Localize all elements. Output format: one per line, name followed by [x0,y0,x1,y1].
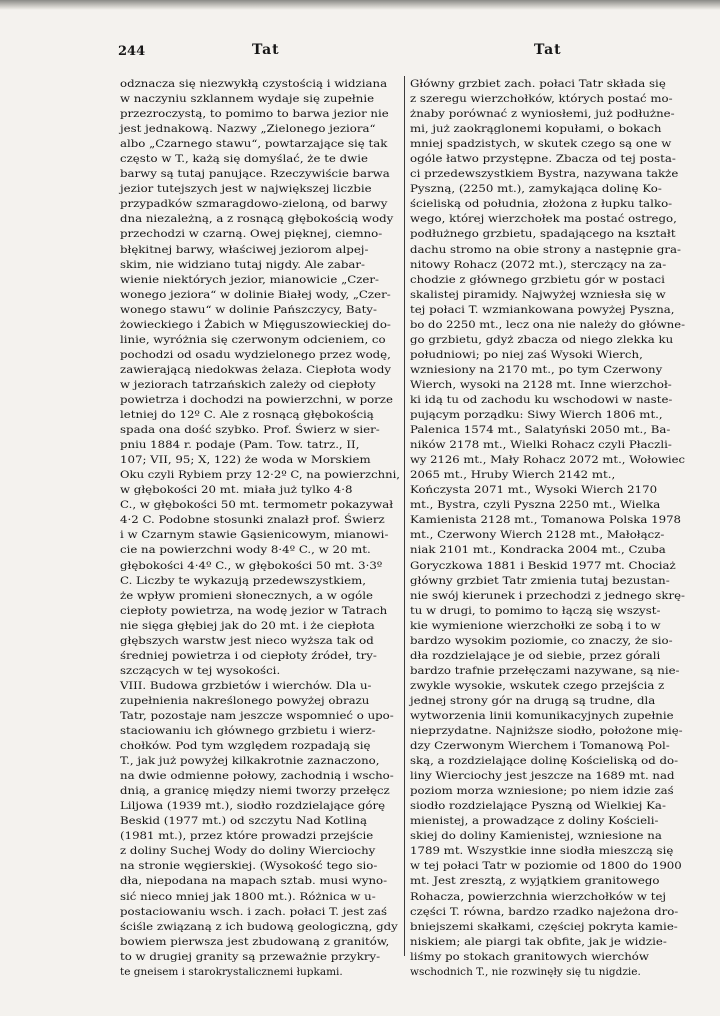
text-line [120,890,400,905]
text-line-content: wonego jeziora“ w dolinie Białej wody, „Czer- [120,288,391,301]
text-line [120,167,400,182]
text-line-content: zwykle wysokie, wskutek czego przejścia z [410,679,665,692]
text-line-content: na stronie węgierskiej. (Wysokość tego sio- [120,860,378,873]
text-line-content: bowiem pierwsza jest zbudowaną z granitów, [120,935,390,948]
text-line [120,348,400,363]
text-line [410,303,685,318]
text-line [410,634,685,649]
text-line-content: to w drugiej granity są przeważnie przykry- [120,950,381,963]
running-head-right: Tat [534,42,562,58]
text-line [410,724,685,739]
text-line [120,152,400,167]
text-line-content: bo do 2250 mt., lecz ona nie należy do główne- [410,318,685,331]
text-line-content: linie, wyróżnia się czerwonym odcieniem, co [120,333,386,346]
text-line [410,197,685,212]
text-line [120,378,400,393]
text-line [120,874,400,889]
text-line [410,589,685,604]
text-line-content: mniej spadzistych, w skutek czego są one w [410,138,672,151]
text-line-content: poziom morza wzniesione; po niem idzie zaś [410,785,674,798]
text-line [410,784,685,799]
text-line [410,408,685,423]
text-line [120,829,400,844]
text-line-content: nitowy Rohacz (2072 mt.), sterczący na za- [410,258,667,271]
text-line [120,574,400,589]
text-line [410,468,685,483]
text-line [410,77,685,92]
text-line-content: wienie niektórych jezior, mianowicie „Czer- [120,273,379,286]
text-line-content: T., jak już powyżej kilkakrotnie zaznaczono, [120,755,380,768]
text-line-content: zawierającą niedokwas żelaza. Ciepłota wody [120,363,392,376]
text-line-content: na dwie odmienne połowy, zachodnią i wscho- [120,770,394,783]
text-line [120,288,400,303]
text-line-content: dachu stromo na obie strony a następnie gra- [410,243,682,256]
text-line-content: głębszych warstw jest nieco wyższa tak od [120,634,374,647]
text-line [120,559,400,574]
text-line [410,92,685,107]
text-line [120,965,400,980]
text-line-content: 107; VII, 95; X, 122) że woda w Morskiem [120,454,371,467]
text-line-content: cie na powierzchni wody 8·4º C., w 20 mt. [120,544,371,557]
text-line-content: wzniesiony na 2170 mt., po tym Czerwony [410,363,663,376]
text-line [410,212,685,227]
text-line [120,950,400,965]
text-line-content: odznacza się niezwykłą czystością i widziana [120,78,388,90]
text-line-content: ciepłoty powietrza, na wodę jezior w Tatrach [120,604,388,617]
text-line-content: C., w głębokości 50 mt. termometr pokazywał [120,499,394,512]
text-line-content: jest jednakową. Nazwy „Zielonego jeziora“ [120,123,376,136]
text-line [120,423,400,438]
text-line [120,844,400,859]
text-line-content: Palenica 1574 mt., Salatyński 2050 mt., Ba- [410,424,671,437]
text-line [410,393,685,408]
text-line-content: wonego stawu“ w dolinie Pańszczycy, Baty- [120,303,377,316]
text-line [410,769,685,784]
text-line [410,859,685,874]
text-line [410,754,685,769]
text-line [120,318,400,333]
text-line [120,619,400,634]
running-head-left: Tat [252,42,280,58]
text-line-content: dła, niepodana na mapach sztab. musi wyno- [120,875,388,888]
text-line-content: bardzo trafnie przełęczami nazywane, są nie- [410,664,680,677]
text-line-content: Rohacza, powierzchnia wierzchołków w tej [410,890,667,903]
text-line-content: Liljowa (1939 mt.), siodło rozdzielające górę [120,800,386,813]
text-line [120,784,400,799]
text-line [120,920,400,935]
text-line [120,273,400,288]
text-line [410,935,685,950]
text-line-content: nieprzydatne. Najniższe siodło, położone mię- [410,725,683,738]
text-line [410,905,685,920]
text-line-content: wschodnich T., nie rozwinęły się tu nigdzie. [410,965,641,978]
text-line [410,559,685,574]
text-line-content: mt. Jest zresztą, z wyjątkiem granitowego [410,875,660,888]
text-line-content: przechodzi w czarną. Owej pięknej, ciemno- [120,228,383,241]
text-line-content: w naczyniu szklannem wydaje się zupełnie [120,93,375,106]
text-line [120,543,400,558]
text-line-content: albo „Czarnego stawu“, powtarzające się tak [120,138,388,151]
text-line-content: skiej do doliny Kamienistej, wzniesione na [410,830,662,843]
text-line-content: C. Liczby te wykazują przedewszystkiem, [120,574,366,587]
text-line [120,468,400,483]
text-line-content: części T. równa, bardzo rzadko najeżona dro- [410,905,679,918]
text-line [410,288,685,303]
text-line [410,348,685,363]
text-line [120,724,400,739]
text-line [120,604,400,619]
text-line-content: ki idą tu od zachodu ku wschodowi w naste- [410,393,673,406]
text-line-content: 1789 mt. Wszystkie inne siodła mieszczą się [410,845,674,858]
text-line-content: go grzbietu, gdyż zbacza od niego zlekka ku [410,333,674,346]
text-line [120,77,400,92]
text-line-content: często w T., każą się domyślać, że te dwie [120,153,368,166]
text-line [120,243,400,258]
text-line-content: w głębokości 20 mt. miała już tylko 4·8 [120,484,353,497]
text-line-content: niak 2101 mt., Kondracka 2004 mt., Czuba [410,544,666,557]
text-line-content: Kamienista 2128 mt., Tomanowa Polska 1978 [410,514,682,527]
text-line-content: główny grzbiet Tatr zmienia tutaj bezustan- [410,574,670,587]
text-line-content: jezior tutejszych jest w największej liczbie [120,183,372,196]
text-line-content: Beskid (1977 mt.) od szczytu Nad Kotliną [120,815,367,828]
text-line [410,619,685,634]
text-line-content: mienistej, a prowadzące z doliny Kościeli- [410,815,659,828]
text-line [120,799,400,814]
text-line [410,649,685,664]
text-line-content: mt., Bystra, czyli Pyszna 2250 mt., Wielka [410,499,661,512]
text-line [120,528,400,543]
text-line-content: skim, nie widziano tutaj nigdy. Ale zabar- [120,258,365,271]
text-line [410,318,685,333]
text-line [410,543,685,558]
text-line [410,423,685,438]
text-line [120,197,400,212]
text-line [410,243,685,258]
text-line [120,679,400,694]
text-line-content: tu w drugi, to pomimo to łączą się wszyst- [410,604,661,617]
text-line [120,935,400,950]
text-line [120,739,400,754]
text-line [410,874,685,889]
text-line [120,92,400,107]
text-line-content: dna niezależną, a z rosnącą głębokością wody [120,213,394,226]
text-line-content: Tatr, pozostaje nam jeszcze wspomnieć o upo- [120,709,394,722]
text-line-content: nie swój kierunek i przechodzi z jednego skrę- [410,589,685,602]
text-line-content: kie wymienione wierzchołki ze sobą i to w [410,619,661,632]
text-line-content: liśmy po stokach granitowych wierchów [410,950,649,963]
text-line [120,453,400,468]
text-line-content: ścieliską od południa, złożona z łupku talko- [410,198,673,211]
text-line-content: z doliny Suchej Wody do doliny Wierciochy [120,845,376,858]
text-line-content: szczących w tej wysokości. [120,664,281,677]
text-line-content: chodzie z głównego grzbietu gór w postaci [410,273,665,286]
text-line [410,829,685,844]
text-line [410,258,685,273]
text-line [410,453,685,468]
text-line-content: Pyszną, (2250 mt.), zamykająca dolinę Ko- [410,183,662,196]
text-line-content: bniejszemi skałkami, częściej pokryta kamie- [410,920,678,933]
text-line [410,694,685,709]
text-line-content: liny Wierciochy jest jeszcze na 1689 mt. nad [410,770,675,783]
text-line [410,182,685,197]
text-line-content: Oku czyli Rybiem przy 12·2º C, na powierzchni, [120,469,400,482]
text-line-content: VIII. Budowa grzbietów i wierchów. Dla u- [120,679,372,692]
text-line-content: staciowaniu ich głównego grzbietu i wierz- [120,725,376,738]
text-line-content: siodło rozdzielające Pyszną od Wielkiej Ka- [410,800,666,813]
text-line [410,363,685,378]
text-line [410,498,685,513]
text-line [410,950,685,965]
text-line-content: pującym porządku: Siwy Wierch 1806 mt., [410,409,663,422]
text-line [120,859,400,874]
text-line [120,709,400,724]
text-line [120,905,400,920]
text-line-content: że wpływ promieni słonecznych, a w ogóle [120,589,373,602]
text-line [120,694,400,709]
page-top-edge [0,0,720,10]
text-line-content: ogóle łatwo przystępne. Zbacza od tej posta- [410,153,676,166]
text-line [410,679,685,694]
text-line-content: tej połaci T. wzmiankowana powyżej Pyszna, [410,303,675,316]
text-line [410,799,685,814]
text-line-content: bardzo wysokim poziomie, co znaczy, że sio- [410,634,673,647]
text-line-content: sić nieco mniej jak 1800 mt.). Różnica w u- [120,890,376,903]
text-line-content: ci przedewszystkiem Bystra, nazywana także [410,168,679,181]
text-line-content: skalistej piramidy. Najwyżej wzniesła się w [410,288,666,301]
text-line [120,483,400,498]
text-line-content: dnią, a granicę między niemi tworzy przełęcz [120,785,390,798]
text-line [410,965,685,980]
text-line [410,920,685,935]
text-line [120,589,400,604]
text-line-content: Wierch, wysoki na 2128 mt. Inne wierzchoł- [410,378,672,391]
text-line-content: chołków. Pod tym względem rozpadają się [120,740,371,753]
text-line-content: pniu 1884 r. podaje (Pam. Tow. tatrz., II, [120,439,360,452]
text-line [410,107,685,122]
text-line-content: postaciowaniu wsch. i zach. połaci T. jest zaś [120,905,388,918]
text-line [120,408,400,423]
text-line-content: mi, już zaokrąglonemi kopułami, o bokach [410,123,662,136]
text-line [120,393,400,408]
text-line [410,844,685,859]
text-line [120,258,400,273]
text-line-content: letniej do 12º C. Ale z rosnącą głębokością [120,409,374,422]
text-line [410,709,685,724]
text-line-content: barwy są tutaj panujące. Rzeczywiście barwa [120,168,390,181]
text-line-content: wytworzenia linii komunikacyjnych zupełnie [410,709,674,722]
text-line [120,498,400,513]
text-line [410,227,685,242]
text-line [410,122,685,137]
column-divider [404,76,405,956]
text-line [410,152,685,167]
text-line [410,604,685,619]
text-line-content: wy 2126 mt., Mały Rohacz 2072 mt., Wołowiec [410,454,685,467]
text-line-content: Goryczkowa 1881 i Beskid 1977 mt. Chociaż [410,559,676,572]
text-line-content: przypadków szmaragdowo-zieloną, od barwy [120,198,388,211]
text-line [120,754,400,769]
text-line-content: te gneisem i starokrystalicznemi łupkami. [120,965,343,978]
text-line [120,649,400,664]
text-line [120,769,400,784]
text-line [410,574,685,589]
text-line-content: w jeziorach tatrzańskich zależy od ciepłoty [120,378,376,391]
text-line-content: dła rozdzielające je od siebie, przez górali [410,649,661,662]
text-line-content: z szeregu wierzchołków, których postać mo- [410,93,673,106]
text-line-content: zupełnienia nakreślonego powyżej obrazu [120,694,370,707]
text-line-content: ników 2178 mt., Wielki Rohacz czyli Płaczli- [410,439,672,452]
text-line [120,122,400,137]
text-line [410,273,685,288]
text-line [120,664,400,679]
text-line [410,664,685,679]
text-line-content: i w Czarnym stawie Gąsienicowym, mianowi- [120,529,389,542]
text-line-content: ską, a rozdzielające dolinę Kościeliską od do- [410,755,679,768]
text-line-content: 4·2 C. Podobne stosunki znalazł prof. Świerz [120,514,385,527]
text-line-content: żowieckiego i Żabich w Mięguszowieckiej do- [120,318,391,331]
text-line [410,167,685,182]
text-line-content: (1981 mt.), przez które prowadzi przejście [120,830,374,843]
right-text-column [410,77,685,980]
text-line [410,378,685,393]
text-line [410,513,685,528]
text-line [120,227,400,242]
text-line-content: w tej połaci Tatr w poziomie od 1800 do 1900 [410,860,682,873]
text-line [120,137,400,152]
text-line [410,438,685,453]
text-line [120,182,400,197]
text-line-content: nie sięga głębiej jak do 20 mt. i że ciepłota [120,619,375,632]
text-line [410,333,685,348]
text-line-content: średniej powietrza i od ciepłoty źródeł, try- [120,649,377,662]
text-line [410,528,685,543]
text-line-content: Kończysta 2071 mt., Wysoki Wierch 2170 [410,484,658,497]
text-line [410,739,685,754]
text-line-content: 2065 mt., Hruby Wierch 2142 mt., [410,469,616,482]
text-line-content: pochodzi od osadu wydzielonego przez wodę, [120,348,391,361]
text-line-content: wego, której wierzchołek ma postać ostrego, [410,213,677,226]
text-line [120,634,400,649]
text-line-content: przezroczystą, to pomimo to barwa jezior nie [120,108,389,121]
text-line [410,890,685,905]
text-line [120,333,400,348]
text-line [120,814,400,829]
text-line [120,107,400,122]
text-line [410,814,685,829]
text-line-content: Główny grzbiet zach. połaci Tatr składa się [410,78,666,90]
text-line-content: jednej strony gór na drugą są trudne, dla [410,694,656,707]
text-line-content: podłużnego grzbietu, spadającego na kształt [410,228,676,241]
page-header [0,44,720,64]
text-line [120,363,400,378]
text-line [120,212,400,227]
page-number: 244 [118,44,146,59]
text-line-content: ściśle związaną z ich budową geologiczną, gdy [120,920,398,933]
text-line [120,513,400,528]
text-line-content: głębokości 4·4º C., w głębokości 50 mt. 3·3º [120,559,383,572]
text-line [120,303,400,318]
left-text-column [120,77,400,980]
text-line-content: mt., Czerwony Wierch 2128 mt., Małołącz- [410,529,665,542]
text-line-content: południowi; po niej zaś Wysoki Wierch, [410,348,643,361]
text-line [410,137,685,152]
text-line-content: błękitnej barwy, właściwej jeziorom alpej- [120,243,369,256]
text-line [410,483,685,498]
text-line-content: żnaby porównać z wyniosłemi, już podłużne- [410,108,675,121]
text-line [120,438,400,453]
text-line-content: dzy Czerwonym Wierchem i Tomanową Pol- [410,740,670,753]
text-line-content: spada ona dość szybko. Prof. Świerz w sier- [120,424,380,437]
text-line-content: niskiem; ale piargi tak obfite, jak je widzie- [410,935,667,948]
text-line-content: powietrza i dochodzi na powierzchni, w porze [120,393,393,406]
